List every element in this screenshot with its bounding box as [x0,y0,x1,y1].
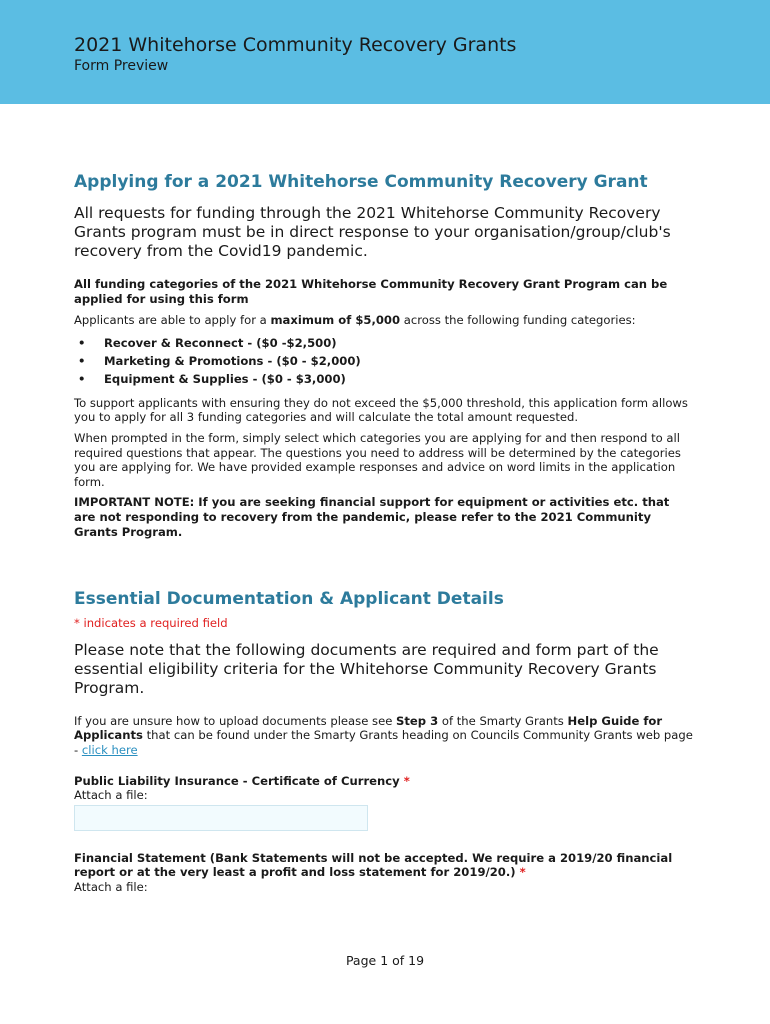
threshold-paragraph: To support applicants with ensuring they do not exceed the $5,000 threshold, this application form allows you to apply for all 3 funding categories and will calculate the total amount requested. [74,395,688,425]
help-text: that can be found under the Smarty Grants heading on Councils Community Grants web page - [74,728,693,757]
section-heading-applying: Applying for a 2021 Whitehorse Community Recovery Grant [74,172,648,192]
required-star: * [403,773,410,788]
page-number: Page 1 of 19 [345,953,425,968]
click-here-link[interactable]: click here [81,742,138,757]
help-guide: Help Guide for Applicants [74,713,663,743]
category-label: Equipment & Supplies - ($0 - $3,000) [104,371,346,386]
required-field-note: * indicates a required field [74,616,228,631]
field-label-public-liability [74,774,694,789]
category-item [78,370,694,388]
important-note: IMPORTANT NOTE: If you are seeking financial support for equipment or activities etc. that are not responding to recovery from the pandemic, please refer to the 2021 Community Grants Program. [74,495,670,539]
apply-text: Applicants are able to apply for a [74,313,271,328]
prompted-paragraph: When prompted in the form, simply select which categories you are applying for and then respond to all required questions that appear. The questions you need to address will be determined by the categories you are applying for. We have provided example responses and advice on word limits in the application form. [74,430,681,489]
required-star: * [519,865,526,880]
form-title: 2021 Whitehorse Community Recovery Grants [74,34,517,56]
form-subtitle: Form Preview [74,58,169,74]
category-label: Marketing & Promotions - ($0 - $2,000) [104,353,361,368]
section-lead-applying: All requests for funding through the 2021 Whitehorse Community Recovery Grants program must be in direct response to your organisation/group/club's recovery from the Covid19 pandemic. [74,204,671,260]
help-text: of the Smarty Grants [438,713,568,728]
help-text: If you are unsure how to upload documents please see [74,713,397,728]
page-header [0,0,770,104]
field-label-text: Financial Statement (Bank Statements will not be accepted. We require a 2019/20 financial report or at the very least a profit and loss statement for 2019/20.) [74,850,673,880]
upload-help-paragraph [74,714,694,758]
section-heading-documentation: Essential Documentation & Applicant Details [74,589,504,610]
category-list [74,334,694,388]
apply-text-tail: across the following funding categories: [400,313,636,328]
funding-categories-note: All funding categories of the 2021 Whitehorse Community Recovery Grant Program can be applied for using this form [74,277,668,306]
category-item [78,334,694,352]
field-label-text: Public Liability Insurance - Certificate of Currency [74,773,400,788]
bullet-icon: • [78,353,86,368]
form-content [74,170,694,894]
bullet-icon: • [78,335,86,350]
attach-label: Attach a file: [74,879,148,894]
help-step: Step 3 [396,713,439,728]
public-liability-file-input[interactable] [74,805,368,831]
bullet-icon: • [78,371,86,386]
category-item [78,352,694,370]
field-label-financial-statement [74,851,694,880]
apply-paragraph [74,313,694,328]
section-lead-documentation: Please note that the following documents are required and form part of the essential eligibility criteria for the Whitehorse Community Recovery Grants Program. [74,640,659,697]
attach-label: Attach a file: [74,788,148,803]
category-label: Recover & Reconnect - ($0 -$2,500) [104,335,337,350]
apply-max-amount: maximum of $5,000 [270,313,401,328]
